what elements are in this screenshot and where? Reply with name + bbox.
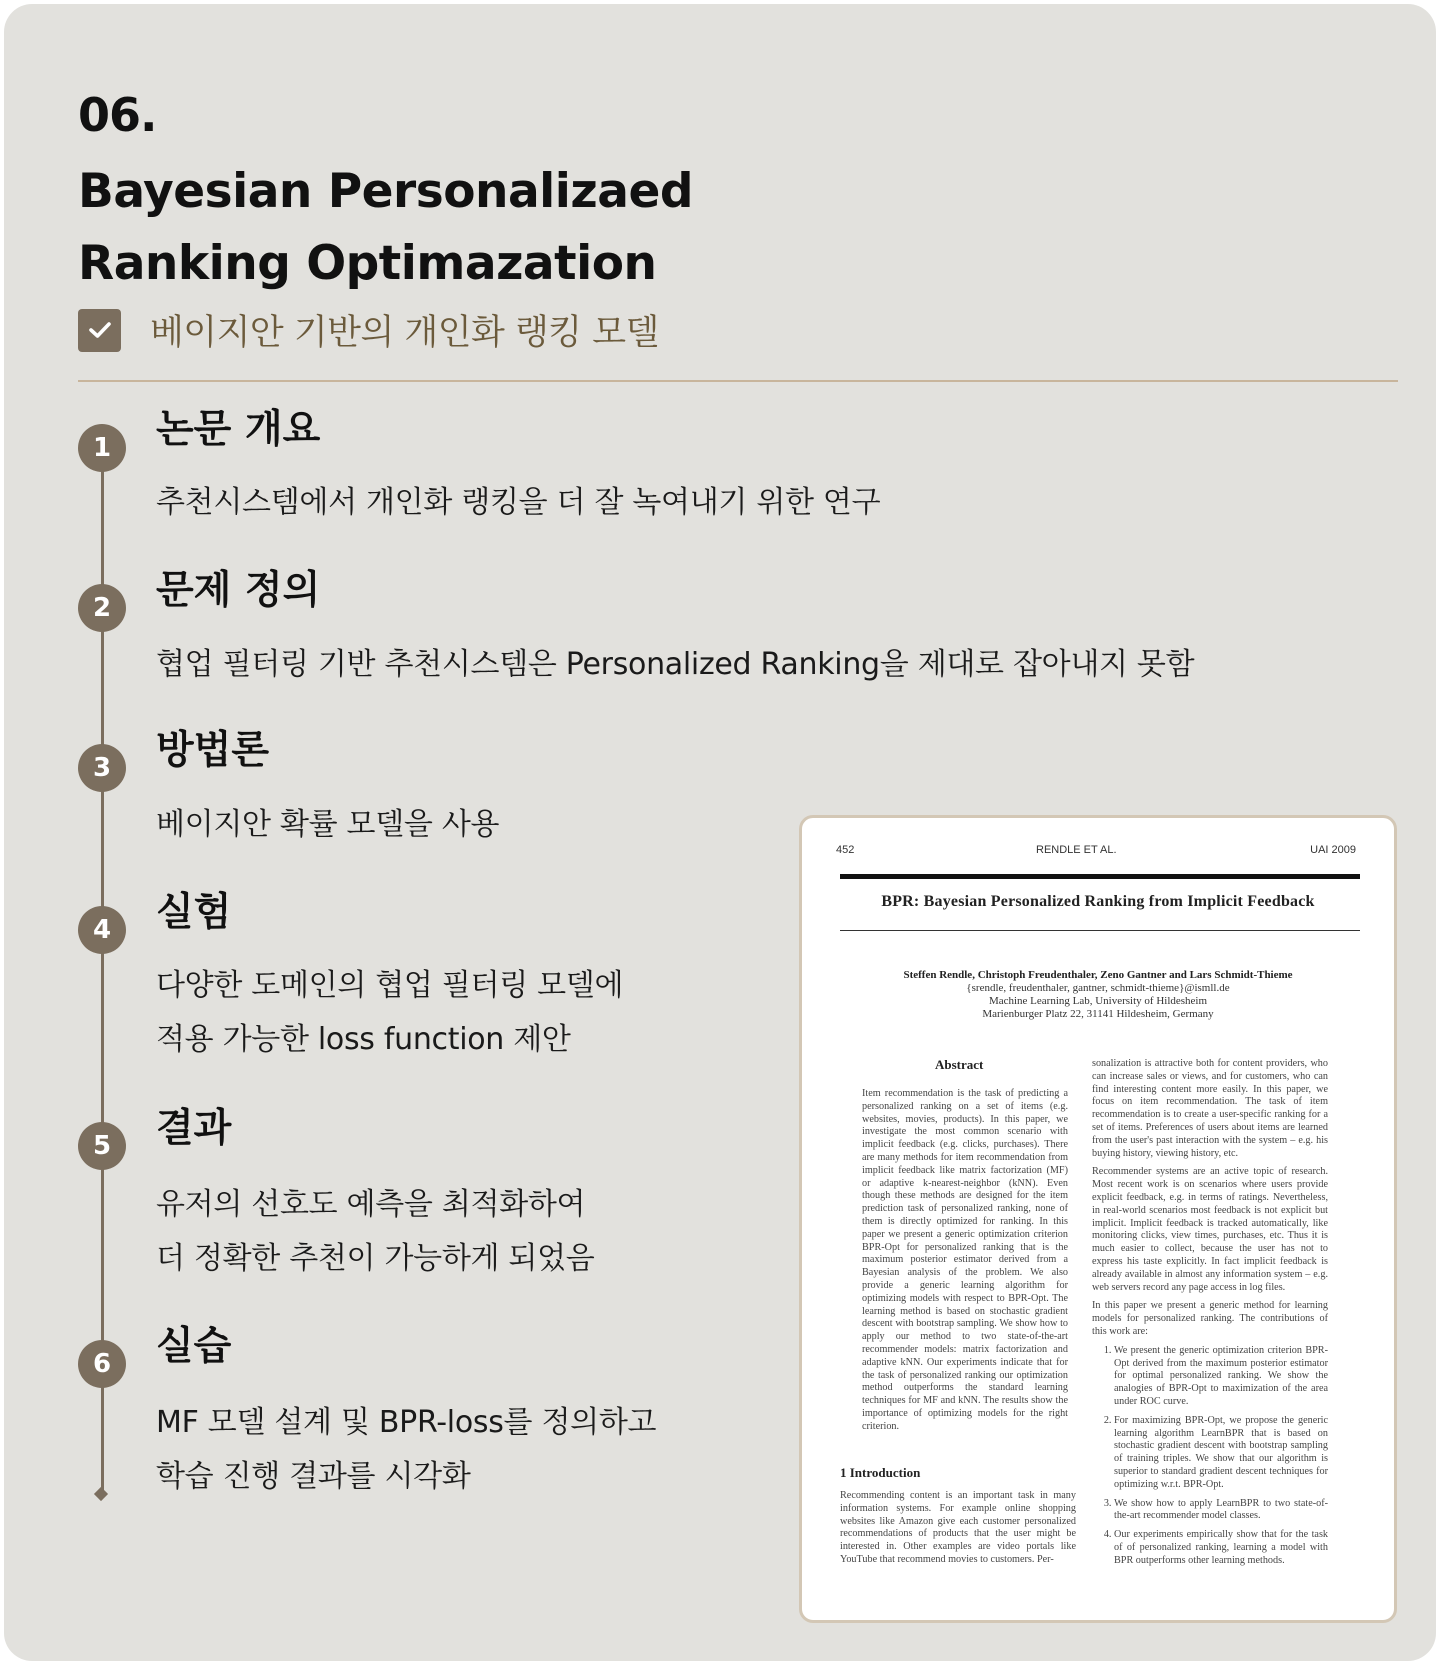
step-description — [156, 638, 1194, 692]
section-number: 06. — [78, 88, 157, 142]
paper-abstract-text: Item recommendation is the task of predicting a personalized ranking on a set of items (e.g. websites, movies, products). In this paper, we investigate the most common scenario with implicit feedback (e.g. clicks, purchases). There are many methods for item recommendation from implicit feedback like matrix factorization (MF) or adaptive k-nearest-neighbor (kNN). Even though these methods are designed for the item prediction task of personalized ranking, none of them is directly optimized for ranking. In this paper we present a generic optimization criterion BPR-Opt for personalized ranking that is the maximum posterior estimator derived from a Bayesian analysis of the problem. We also provide a generic learning algorithm for optimizing models with respect to BPR-Opt. The learning method is based on stochastic gradient descent with bootstrap sampling. We show how to apply our method to two state-of-the-art recommender models: matrix factorization and adaptive kNN. Our experiments indicate that for the task of personalized ranking our optimization method outperforms the standard learning techniques for MF and kNN. The results show the importance of optimizing models for the right criterion. — [862, 1088, 1068, 1432]
paper-author-block — [802, 969, 1394, 1021]
paper-title: BPR: Bayesian Personalized Ranking from Implicit Feedback — [881, 893, 1315, 910]
paper-list-item: 1. We present the generic optimization criterion BPR-Opt derived from the maximum posterior estimator for optimal personalized ranking. We show the analogies of BPR-Opt to maximization of the area under ROC curve. — [1114, 1345, 1328, 1409]
paper-abstract-heading: Abstract — [935, 1057, 984, 1072]
paper-emails: {srendle, freudenthaler, gantner, schmidt-thieme}@ismll.de — [966, 982, 1230, 994]
step-description-line: 적용 가능한 loss function 제안 — [156, 1022, 571, 1057]
step-title: 결과 — [156, 1106, 232, 1151]
step-description — [156, 798, 499, 852]
paper-page-number: 452 — [836, 844, 855, 856]
step-number-badge: 3 — [78, 744, 126, 792]
paper-list-item: 4. Our experiments empirically show that for the task of of personalized ranking, learning a model with BPR outperforms other learning methods. — [1114, 1529, 1328, 1567]
step-title: 실험 — [156, 890, 232, 935]
step-title: 방법론 — [156, 728, 270, 773]
content-card — [4, 4, 1436, 1661]
paper-paragraph: sonalization is attractive both for content providers, who can increase sales or views, and for customers, who can find interesting content more easily. In this paper, we focus on item recommendation. The task of item recommendation is to create a user-specific ranking for a set of items. Preferences of users about items are learned from the user's past interaction with the system – e.g. his buying history, viewing history, etc. — [1092, 1058, 1328, 1159]
paper-intro-heading: 1 Introduction — [840, 1465, 921, 1480]
paper-title-rule-top — [840, 874, 1360, 879]
step-number-badge: 2 — [78, 584, 126, 632]
step-description — [156, 476, 880, 530]
timeline-end-diamond — [94, 1487, 108, 1501]
checkmark-icon — [78, 309, 121, 352]
step-description-line: 더 정확한 추천이 가능하게 되었음 — [156, 1241, 595, 1276]
paper-contributions-list — [1092, 1345, 1328, 1568]
divider — [78, 380, 1398, 382]
step-title: 논문 개요 — [156, 407, 321, 452]
step-number-badge: 5 — [78, 1122, 126, 1170]
step-number-badge: 1 — [78, 424, 126, 472]
step-description-line: 다양한 도메인의 협업 필터링 모델에 — [156, 968, 624, 1003]
paper-right-column — [1092, 1058, 1328, 1573]
step-title: 문제 정의 — [156, 568, 321, 613]
title-line-2: Ranking Optimazation — [78, 236, 657, 291]
step-description-line: 유저의 선호도 예측을 최적화하여 — [156, 1187, 586, 1222]
section-title — [78, 156, 693, 300]
paper-running-head: RENDLE ET AL. — [1036, 844, 1117, 856]
paper-address: Marienburger Platz 22, 31141 Hildesheim, Germany — [982, 1008, 1214, 1020]
step-description-line: 추천시스템에서 개인화 랭킹을 더 잘 녹여내기 위한 연구 — [156, 485, 881, 520]
title-line-1: Bayesian Personalizaed — [78, 164, 693, 219]
step-description-line: 학습 진행 결과를 시각화 — [156, 1459, 471, 1494]
step-description-line: 협업 필터링 기반 추천시스템은 Personalized Ranking을 제대로 잡아내지 못함 — [156, 647, 1195, 682]
step-description-line: MF 모델 설계 및 BPR-loss를 정의하고 — [156, 1405, 657, 1440]
paper-venue: UAI 2009 — [1310, 844, 1356, 856]
paper-paragraph: In this paper we present a generic method for learning models for personalized ranking. The contributions of this work are: — [1092, 1300, 1328, 1337]
paper-title-rule-bottom — [840, 930, 1360, 931]
step-description — [156, 1178, 594, 1286]
step-number-badge: 6 — [78, 1340, 126, 1388]
paper-intro-text: Recommending content is an important task in many information systems. For example online shopping websites like Amazon give each customer personalized recommendations of products that the user might be interested in. Other examples are video portals like YouTube that recommend movies to customers. Per- — [840, 1490, 1076, 1565]
step-number-badge: 4 — [78, 906, 126, 954]
paper-preview — [799, 815, 1397, 1623]
paper-affiliation: Machine Learning Lab, University of Hildesheim — [988, 995, 1208, 1007]
step-title: 실습 — [156, 1324, 232, 1369]
step-description — [156, 1396, 656, 1504]
section-subtitle: 베이지안 기반의 개인화 랭킹 모델 — [150, 313, 659, 353]
step-description — [156, 959, 623, 1067]
paper-list-item: 2. For maximizing BPR-Opt, we propose the generic learning algorithm LearnBPR that is based on stochastic gradient descent with bootstrap sampling of training triples. We show that our algorithm is superior to standard gradient descent techniques for optimizing w.r.t. BPR-Opt. — [1114, 1415, 1328, 1492]
subtitle-row — [78, 307, 659, 353]
paper-list-item: 3. We show how to apply LearnBPR to two state-of-the-art recommender model classes. — [1114, 1498, 1328, 1524]
paper-authors: Steffen Rendle, Christoph Freudenthaler, Zeno Gantner and Lars Schmidt-Thieme — [903, 969, 1293, 981]
step-description-line: 베이지안 확률 모델을 사용 — [156, 807, 500, 842]
paper-paragraph: Recommender systems are an active topic of research. Most recent work is on scenarios where users provide explicit feedback, e.g. in terms of ratings. Nevertheless, in real-world scenarios most feedback is not explicit but implicit. Implicit feedback is tracked automatically, like monitoring clicks, view times, purchases, etc. Thus it is much easier to collect, because the user has not to express his taste explicitly. In fact implicit feedback is already available in almost any information system – e.g. web servers record any page access in log files. — [1092, 1166, 1328, 1293]
